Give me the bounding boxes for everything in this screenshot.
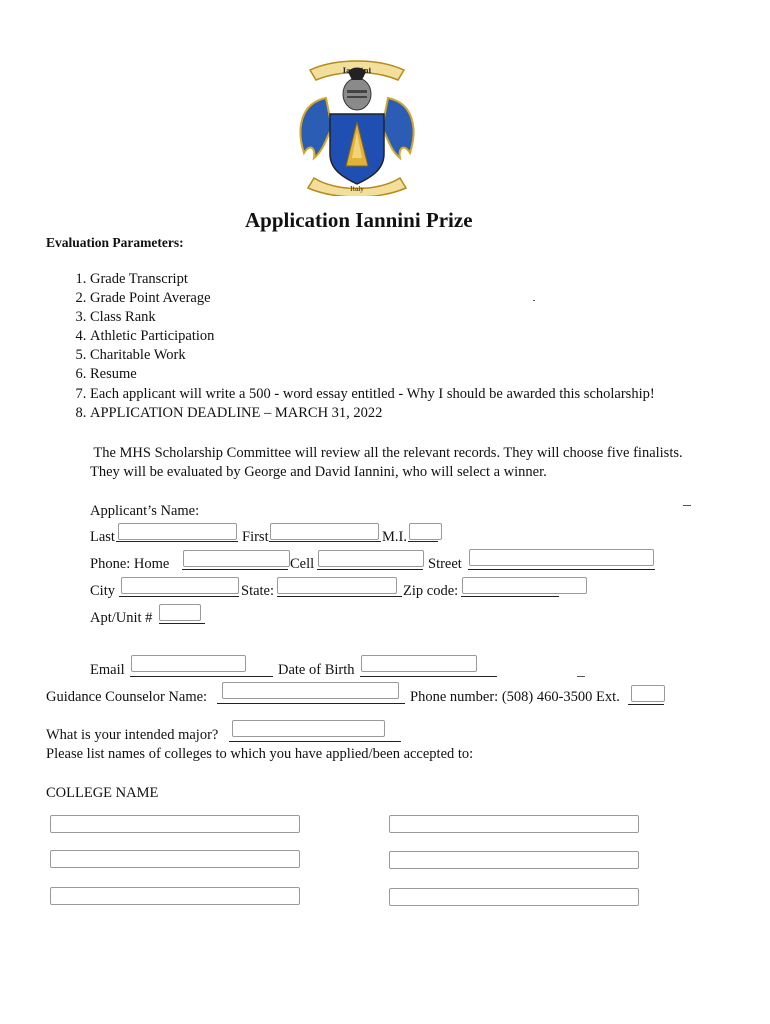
mi-label: M.I. [382,529,407,545]
email-label: Email [90,662,125,678]
street-underline [468,555,655,570]
stray-dash-1 [683,505,691,506]
first-underline [269,527,381,542]
last-label: Last [90,529,115,545]
parameters-list [50,270,655,423]
major-label: What is your intended major? [46,727,219,743]
parameter-item: 2. Grade Point Average [90,289,655,308]
email-underline [130,662,273,677]
crest-bottom-text: Italy [350,186,364,193]
college-field-2[interactable] [389,815,639,833]
parameter-item: 5. Charitable Work [90,346,655,365]
parameter-item: 7. Each applicant will write a 500 - word essay entitled - Why I should be awarded this scholarship! [90,385,655,404]
parameter-item: 6. Resume [90,365,655,384]
parameter-item: 4. Athletic Participation [90,327,655,346]
dob-label: Date of Birth [278,662,355,678]
counselor-label: Guidance Counselor Name: [46,689,208,705]
home-phone-underline [182,555,288,570]
crest-top-text: Iannini [342,66,372,75]
college-field-5[interactable] [50,887,300,905]
state-underline [277,582,402,597]
major-underline [229,727,401,742]
intro-line-2: They will be evaluated by George and David Iannini, who will select a winner. [90,464,547,480]
stray-dash-2 [577,676,585,677]
college-field-1[interactable] [50,815,300,833]
college-field-4[interactable] [389,851,639,869]
apt-label: Apt/Unit # [90,610,153,626]
evaluation-heading: Evaluation Parameters: [46,235,184,250]
zip-underline [461,582,559,597]
intro-line-1: The MHS Scholarship Committee will review all the relevant records. They will choose five finalists. [90,445,683,461]
mi-underline [408,527,438,542]
counselor-phone-label: Phone number: (508) 460-3500 Ext. [410,689,620,705]
college-field-3[interactable] [50,850,300,868]
city-label: City [90,583,115,599]
last-underline [116,527,238,542]
page-title: Application Iannini Prize [245,208,473,232]
street-label: Street [428,556,462,572]
college-heading: COLLEGE NAME [46,785,159,801]
cell-underline [317,555,423,570]
first-label: First [242,529,269,545]
city-underline [119,582,239,597]
phone-home-label: Phone: Home [90,556,170,572]
parameter-item: 1. Grade Transcript [90,270,655,289]
dob-underline [360,662,497,677]
crest-logo [296,58,418,196]
zip-label: Zip code: [403,583,459,599]
counselor-underline [217,689,405,704]
colleges-prompt: Please list names of colleges to which you have applied/been accepted to: [46,746,474,762]
state-label: State: [241,583,275,599]
college-field-6[interactable] [389,888,639,906]
cell-label: Cell [290,556,315,572]
apt-underline [159,609,205,624]
stray-dot [533,300,535,301]
parameter-item: 3. Class Rank [90,308,655,327]
parameter-item: 8. APPLICATION DEADLINE – MARCH 31, 2022 [90,404,655,423]
extension-underline [628,690,664,705]
applicant-name-label: Applicant’s Name: [90,503,200,519]
